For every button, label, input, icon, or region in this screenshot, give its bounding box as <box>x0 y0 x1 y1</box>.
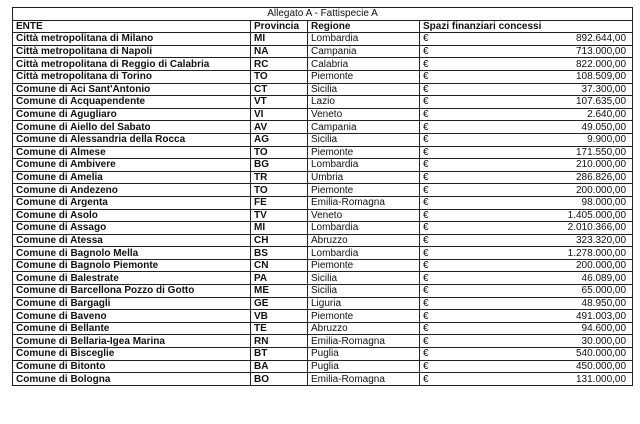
cell-provincia: TO <box>251 184 308 197</box>
table-row <box>13 247 633 260</box>
table-row <box>13 33 633 46</box>
cell-importo: 210.000,00 <box>438 159 633 172</box>
table-row <box>13 58 633 71</box>
cell-importo: 48.950,00 <box>438 297 633 310</box>
table-row <box>13 121 633 134</box>
cell-importo: 30.000,00 <box>438 335 633 348</box>
title-row <box>13 8 633 21</box>
table-row <box>13 45 633 58</box>
cell-ente: Comune di Andezeno <box>13 184 251 197</box>
cell-provincia: TO <box>251 70 308 83</box>
cell-ente: Comune di Bellante <box>13 322 251 335</box>
cell-regione: Emilia-Romagna <box>308 335 420 348</box>
cell-regione: Sicilia <box>308 133 420 146</box>
cell-importo: 286.826,00 <box>438 171 633 184</box>
cell-currency: € <box>420 348 438 361</box>
cell-ente: Comune di Bitonto <box>13 360 251 373</box>
cell-ente: Comune di Agugliaro <box>13 108 251 121</box>
cell-currency: € <box>420 121 438 134</box>
cell-regione: Lombardia <box>308 222 420 235</box>
cell-ente: Comune di Balestrate <box>13 272 251 285</box>
cell-currency: € <box>420 335 438 348</box>
cell-provincia: BA <box>251 360 308 373</box>
cell-ente: Città metropolitana di Torino <box>13 70 251 83</box>
table-body <box>13 33 633 386</box>
table-row <box>13 234 633 247</box>
cell-provincia: CT <box>251 83 308 96</box>
cell-provincia: TV <box>251 209 308 222</box>
cell-currency: € <box>420 196 438 209</box>
cell-regione: Emilia-Romagna <box>308 373 420 386</box>
cell-currency: € <box>420 146 438 159</box>
table-row <box>13 297 633 310</box>
cell-currency: € <box>420 58 438 71</box>
cell-importo: 713.000,00 <box>438 45 633 58</box>
cell-importo: 540.000,00 <box>438 348 633 361</box>
cell-currency: € <box>420 133 438 146</box>
cell-importo: 131.000,00 <box>438 373 633 386</box>
cell-currency: € <box>420 259 438 272</box>
table-row <box>13 322 633 335</box>
table-row <box>13 146 633 159</box>
cell-provincia: RN <box>251 335 308 348</box>
cell-provincia: MI <box>251 33 308 46</box>
cell-ente: Città metropolitana di Napoli <box>13 45 251 58</box>
cell-importo: 37.300,00 <box>438 83 633 96</box>
cell-importo: 822.000,00 <box>438 58 633 71</box>
cell-ente: Comune di Atessa <box>13 234 251 247</box>
cell-currency: € <box>420 159 438 172</box>
cell-currency: € <box>420 272 438 285</box>
cell-currency: € <box>420 322 438 335</box>
table-row <box>13 285 633 298</box>
cell-regione: Umbria <box>308 171 420 184</box>
cell-ente: Comune di Acquapendente <box>13 96 251 109</box>
table-row <box>13 335 633 348</box>
cell-regione: Puglia <box>308 360 420 373</box>
table-row <box>13 184 633 197</box>
cell-ente: Comune di Bologna <box>13 373 251 386</box>
cell-ente: Città metropolitana di Reggio di Calabria <box>13 58 251 71</box>
cell-provincia: VI <box>251 108 308 121</box>
cell-currency: € <box>420 209 438 222</box>
cell-ente: Comune di Amelia <box>13 171 251 184</box>
cell-provincia: CN <box>251 259 308 272</box>
table-row <box>13 348 633 361</box>
cell-currency: € <box>420 33 438 46</box>
table-row <box>13 133 633 146</box>
cell-provincia: FE <box>251 196 308 209</box>
cell-regione: Lombardia <box>308 33 420 46</box>
cell-importo: 171.550,00 <box>438 146 633 159</box>
cell-currency: € <box>420 171 438 184</box>
cell-importo: 49.050,00 <box>438 121 633 134</box>
cell-regione: Abruzzo <box>308 322 420 335</box>
table-title: Allegato A - Fattispecie A <box>13 8 633 21</box>
cell-ente: Comune di Ambivere <box>13 159 251 172</box>
header-spazi: Spazi finanziari concessi <box>420 20 633 33</box>
cell-ente: Comune di Almese <box>13 146 251 159</box>
cell-currency: € <box>420 310 438 323</box>
cell-ente: Città metropolitana di Milano <box>13 33 251 46</box>
cell-regione: Veneto <box>308 209 420 222</box>
cell-importo: 200.000,00 <box>438 184 633 197</box>
cell-regione: Piemonte <box>308 259 420 272</box>
table-row <box>13 310 633 323</box>
cell-regione: Sicilia <box>308 285 420 298</box>
allocation-table <box>12 7 633 386</box>
table-row <box>13 272 633 285</box>
cell-currency: € <box>420 247 438 260</box>
cell-importo: 323.320,00 <box>438 234 633 247</box>
header-row <box>13 20 633 33</box>
cell-regione: Lombardia <box>308 247 420 260</box>
cell-currency: € <box>420 234 438 247</box>
document-page <box>12 7 632 386</box>
cell-regione: Emilia-Romagna <box>308 196 420 209</box>
cell-regione: Abruzzo <box>308 234 420 247</box>
table-row <box>13 159 633 172</box>
cell-ente: Comune di Bellaria-Igea Marina <box>13 335 251 348</box>
cell-provincia: BG <box>251 159 308 172</box>
cell-regione: Lazio <box>308 96 420 109</box>
cell-provincia: RC <box>251 58 308 71</box>
cell-importo: 1.405.000,00 <box>438 209 633 222</box>
cell-ente: Comune di Asolo <box>13 209 251 222</box>
cell-importo: 46.089,00 <box>438 272 633 285</box>
table-row <box>13 222 633 235</box>
cell-ente: Comune di Bagnolo Mella <box>13 247 251 260</box>
cell-provincia: VT <box>251 96 308 109</box>
table-row <box>13 373 633 386</box>
table-row <box>13 171 633 184</box>
cell-currency: € <box>420 373 438 386</box>
cell-currency: € <box>420 45 438 58</box>
cell-provincia: CH <box>251 234 308 247</box>
cell-ente: Comune di Bisceglie <box>13 348 251 361</box>
table-row <box>13 209 633 222</box>
cell-currency: € <box>420 297 438 310</box>
cell-ente: Comune di Barcellona Pozzo di Gotto <box>13 285 251 298</box>
cell-currency: € <box>420 360 438 373</box>
cell-currency: € <box>420 70 438 83</box>
cell-provincia: BT <box>251 348 308 361</box>
cell-regione: Liguria <box>308 297 420 310</box>
cell-provincia: ME <box>251 285 308 298</box>
cell-importo: 491.003,00 <box>438 310 633 323</box>
cell-ente: Comune di Bargagli <box>13 297 251 310</box>
cell-provincia: TO <box>251 146 308 159</box>
cell-regione: Sicilia <box>308 83 420 96</box>
cell-currency: € <box>420 285 438 298</box>
table-row <box>13 259 633 272</box>
cell-ente: Comune di Aci Sant'Antonio <box>13 83 251 96</box>
cell-provincia: TE <box>251 322 308 335</box>
cell-regione: Puglia <box>308 348 420 361</box>
cell-provincia: PA <box>251 272 308 285</box>
cell-regione: Sicilia <box>308 272 420 285</box>
cell-ente: Comune di Bagnolo Piemonte <box>13 259 251 272</box>
cell-ente: Comune di Assago <box>13 222 251 235</box>
table-row <box>13 70 633 83</box>
cell-regione: Veneto <box>308 108 420 121</box>
cell-currency: € <box>420 222 438 235</box>
cell-importo: 892.644,00 <box>438 33 633 46</box>
cell-importo: 108.509,00 <box>438 70 633 83</box>
table-row <box>13 108 633 121</box>
cell-importo: 65.000,00 <box>438 285 633 298</box>
cell-regione: Lombardia <box>308 159 420 172</box>
table-row <box>13 83 633 96</box>
cell-ente: Comune di Baveno <box>13 310 251 323</box>
header-provincia: Provincia <box>251 20 308 33</box>
table-row <box>13 96 633 109</box>
cell-regione: Piemonte <box>308 70 420 83</box>
cell-importo: 450.000,00 <box>438 360 633 373</box>
cell-provincia: AG <box>251 133 308 146</box>
cell-importo: 2.640,00 <box>438 108 633 121</box>
header-regione: Regione <box>308 20 420 33</box>
cell-regione: Piemonte <box>308 184 420 197</box>
cell-importo: 200.000,00 <box>438 259 633 272</box>
cell-regione: Campania <box>308 45 420 58</box>
cell-regione: Piemonte <box>308 310 420 323</box>
cell-provincia: TR <box>251 171 308 184</box>
cell-regione: Campania <box>308 121 420 134</box>
cell-currency: € <box>420 184 438 197</box>
cell-currency: € <box>420 96 438 109</box>
cell-importo: 1.278.000,00 <box>438 247 633 260</box>
cell-provincia: BO <box>251 373 308 386</box>
cell-regione: Piemonte <box>308 146 420 159</box>
cell-currency: € <box>420 83 438 96</box>
cell-provincia: NA <box>251 45 308 58</box>
cell-importo: 107.635,00 <box>438 96 633 109</box>
cell-importo: 2.010.366,00 <box>438 222 633 235</box>
cell-importo: 9.900,00 <box>438 133 633 146</box>
cell-importo: 94.600,00 <box>438 322 633 335</box>
cell-currency: € <box>420 108 438 121</box>
cell-ente: Comune di Aiello del Sabato <box>13 121 251 134</box>
table-row <box>13 360 633 373</box>
cell-provincia: AV <box>251 121 308 134</box>
cell-provincia: BS <box>251 247 308 260</box>
header-ente: ENTE <box>13 20 251 33</box>
cell-provincia: MI <box>251 222 308 235</box>
cell-regione: Calabria <box>308 58 420 71</box>
cell-importo: 98.000,00 <box>438 196 633 209</box>
cell-ente: Comune di Argenta <box>13 196 251 209</box>
table-row <box>13 196 633 209</box>
cell-provincia: VB <box>251 310 308 323</box>
cell-provincia: GE <box>251 297 308 310</box>
cell-ente: Comune di Alessandria della Rocca <box>13 133 251 146</box>
